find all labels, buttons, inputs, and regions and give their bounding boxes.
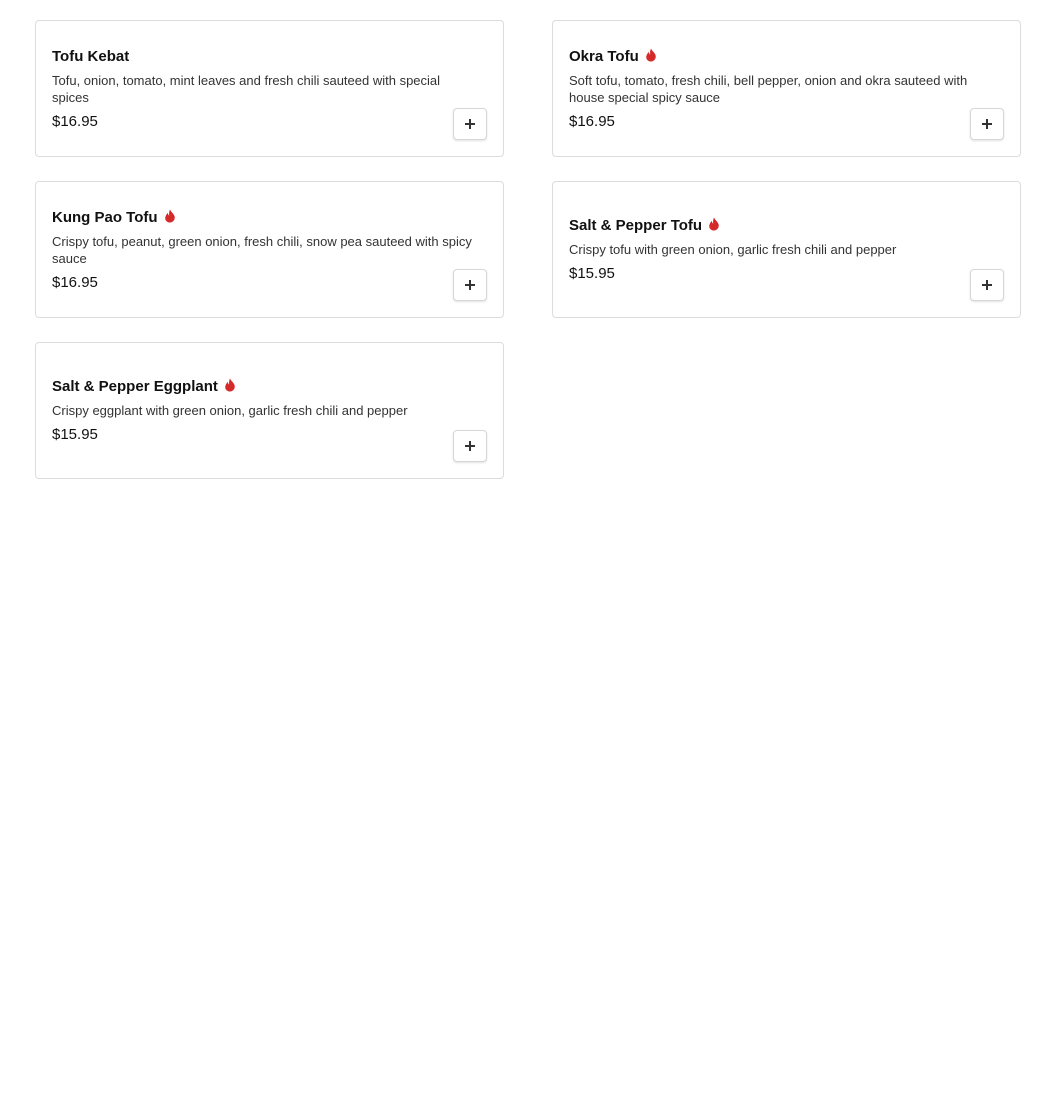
plus-icon: [465, 119, 475, 129]
menu-item-description: Crispy eggplant with green onion, garlic fresh chili and pepper: [52, 403, 408, 418]
menu-item-content: [52, 21, 473, 156]
menu-item-card[interactable]: [35, 20, 504, 157]
menu-item-description: Crispy tofu, peanut, green onion, fresh chili, snow pea sauteed with spicy sauce: [52, 233, 472, 266]
menu-item-price: $15.95: [569, 265, 615, 282]
menu-item-description: Crispy tofu with green onion, garlic fresh chili and pepper: [569, 242, 897, 257]
menu-item-price: $16.95: [52, 273, 98, 291]
spicy-flame-icon: [645, 48, 657, 62]
menu-item-name: Salt & Pepper Eggplant: [52, 378, 218, 395]
spicy-flame-icon: [224, 378, 236, 392]
menu-item-content: [52, 182, 473, 317]
add-to-cart-button[interactable]: [970, 269, 1004, 301]
menu-item-content: [569, 21, 990, 156]
plus-icon: [982, 119, 992, 129]
spicy-flame-icon: [708, 217, 720, 231]
menu-item-price: $15.95: [52, 426, 98, 443]
menu-item-name: Salt & Pepper Tofu: [569, 217, 703, 234]
menu-item-title-row: [52, 207, 473, 229]
menu-item-title-row: [52, 46, 473, 68]
menu-item-content: [569, 182, 990, 317]
menu-item-title-row: [52, 376, 473, 398]
menu-item-description: Tofu, onion, tomato, mint leaves and fresh chili sauteed with special spices: [52, 72, 441, 105]
menu-item-card[interactable]: [35, 342, 504, 479]
menu-item-price: $16.95: [52, 112, 98, 130]
menu-item-name: Okra Tofu: [569, 47, 639, 65]
menu-item-title-row: [569, 215, 990, 237]
menu-item-content: [52, 343, 473, 478]
spicy-flame-icon: [164, 209, 176, 223]
menu-item-name: Tofu Kebat: [52, 47, 130, 65]
menu-item-card[interactable]: [35, 181, 504, 318]
menu-item-title-row: [569, 46, 990, 68]
menu-item-price: $16.95: [569, 112, 615, 130]
menu-item-name: Kung Pao Tofu: [52, 208, 158, 226]
plus-icon: [465, 441, 475, 451]
plus-icon: [982, 280, 992, 290]
menu-item-description: Soft tofu, tomato, fresh chili, bell pepper, onion and okra sauteed with house special spicy sauce: [569, 72, 968, 105]
menu-item-card[interactable]: [552, 181, 1021, 318]
add-to-cart-button[interactable]: [970, 108, 1004, 140]
menu-item-card[interactable]: [552, 20, 1021, 157]
add-to-cart-button[interactable]: [453, 108, 487, 140]
add-to-cart-button[interactable]: [453, 269, 487, 301]
plus-icon: [465, 280, 475, 290]
add-to-cart-button[interactable]: [453, 430, 487, 462]
